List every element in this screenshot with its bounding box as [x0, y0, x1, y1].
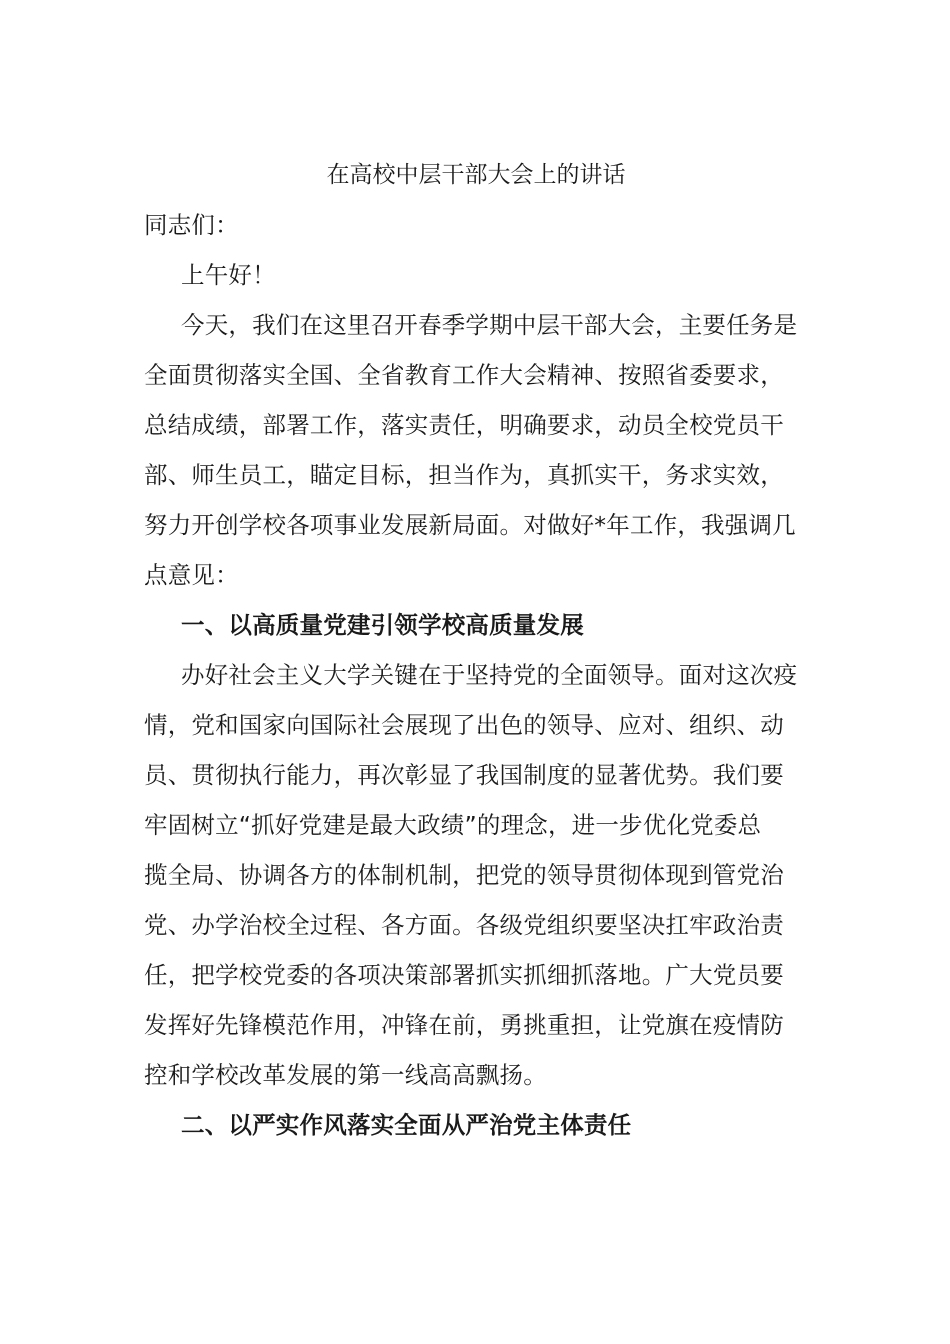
paragraph-line: 发挥好先锋模范作用，冲锋在前，勇挑重担，让党旗在疫情防: [144, 1011, 784, 1039]
paragraph-line: 任，把学校党委的各项决策部署抓实抓细抓落地。广大党员要: [144, 961, 784, 989]
paragraph-line: 总结成绩，部署工作，落实责任，明确要求，动员全校党员干: [144, 411, 784, 439]
paragraph-line: 办好社会主义大学关键在于坚持党的全面领导。面对这次疫: [181, 661, 798, 689]
paragraph-line: 员、贯彻执行能力，再次彰显了我国制度的显著优势。我们要: [144, 761, 784, 789]
paragraph-line: 情，党和国家向国际社会展现了出色的领导、应对、组织、动: [144, 711, 784, 739]
paragraph-line: 部、师生员工，瞄定目标，担当作为，真抓实干，务求实效，: [144, 461, 784, 489]
paragraph-line: 党、办学治校全过程、各方面。各级党组织要坚决扛牢政治责: [144, 911, 784, 939]
section-1-paragraph: [144, 650, 808, 1100]
document-title: 在高校中层干部大会上的讲话: [326, 162, 626, 188]
paragraph-line: 控和学校改革发展的第一线高高飘扬。: [144, 1061, 547, 1089]
paragraph-line: 努力开创学校各项事业发展新局面。对做好*年工作，我强调几: [144, 511, 796, 539]
greeting: 上午好！: [181, 261, 276, 289]
document-body: [144, 150, 808, 1150]
paragraph-line: 牢固树立“抓好党建是最大政绩”的理念，进一步优化党委总: [144, 811, 762, 839]
paragraph-line: 揽全局、协调各方的体制机制，把党的领导贯彻体现到管党治: [144, 861, 784, 889]
section-heading-2: 二、以严实作风落实全面从严治党主体责任: [181, 1111, 632, 1139]
paragraph-line: 全面贯彻落实全国、全省教育工作大会精神、按照省委要求，: [144, 361, 784, 389]
section-heading-1: 一、以高质量党建引领学校高质量发展: [181, 611, 584, 639]
paragraph-line: 点意见：: [144, 561, 239, 589]
intro-paragraph: [144, 300, 808, 600]
salutation: 同志们：: [144, 211, 239, 239]
paragraph-line: 今天，我们在这里召开春季学期中层干部大会，主要任务是: [181, 311, 798, 339]
